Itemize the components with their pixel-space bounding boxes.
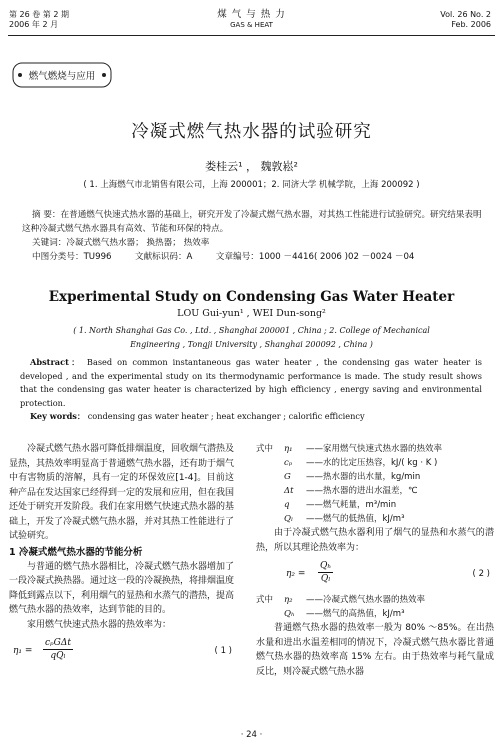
affiliations-cn: ( 1. 上海燃气市北销售有限公司，上海 200001；2. 同济大学 机械学院，上海 200092 ) xyxy=(83,180,420,190)
definition-symbol: G xyxy=(284,472,291,482)
page-number: · 24 · xyxy=(240,730,263,740)
definition-text: ——热水器的出水量，kg/min xyxy=(306,472,421,482)
journal-name xyxy=(0,10,503,30)
efficiency-comparison-paragraph: 普通燃气热水器的热效率一般为 80% ～85%。在出热水量和进出水温差相同的情况下，冷凝式燃气热水器比普通燃气热水器的热效率高 15% 左右。由于热效率与耗气量成反比，则冷凝式燃气热水器 xyxy=(256,623,494,677)
definition-symbol: Qₕ xyxy=(284,609,295,619)
intro-paragraph: 冷凝式燃气热水器可降低排烟温度，回收烟气潜热及显热，其热效率明显高于普通燃气热水器，还有助于烟气中有害物质的溶解，具有一定的环保效应[1-4]。目前这种产品在发达国家已经得到一定的发展和应用，但在我国还处于研究开发阶段。我们在家用燃气快速式热水器的基础上，开发了冷凝式燃气热水器，并对其热工性能进行了试验研究。 xyxy=(9,444,235,541)
definition-row xyxy=(284,470,494,484)
affiliations-en-line2: Engineering , Tongji University , Shanghai 200092 , China ) xyxy=(130,340,373,349)
section-tag xyxy=(12,62,112,88)
equation-1-numerator: cₚGΔt xyxy=(45,638,71,648)
keywords-en-label: Key words： xyxy=(30,411,86,422)
equation-2-lhs: η₂ = xyxy=(286,569,306,579)
document-code: 文献标识码：A xyxy=(134,252,193,262)
keywords-cn-text: 冷凝式燃气热水器； 换热器； 热效率 xyxy=(66,238,210,248)
symbol-definitions-1 xyxy=(256,442,494,526)
definition-text: ——燃气耗量，m³/min xyxy=(306,500,397,510)
section-tag-label: 燃气燃烧与应用 xyxy=(28,71,96,82)
definition-row xyxy=(284,442,494,456)
body-left-column xyxy=(9,442,234,670)
symbol-definitions-2 xyxy=(256,593,494,621)
equation-2-fraction xyxy=(318,560,333,585)
efficiency-intro-paragraph: 家用燃气快速式热水器的热效率为： xyxy=(27,619,172,630)
theoretical-efficiency-paragraph: 由于冷凝式燃气热水器利用了烟气的显热和水蒸气的潜热，所以其理论热效率为： xyxy=(256,528,494,553)
paper-title-en: Experimental Study on Condensing Gas Water Heater xyxy=(48,289,455,305)
journal-name-en: GAS & HEAT xyxy=(230,21,273,29)
equation-1-lhs: η₁ = xyxy=(13,646,33,656)
equation-2-numerator: Qₕ xyxy=(320,561,332,571)
definition-symbol: η₂ xyxy=(284,595,293,605)
definition-text: ——燃气的高热值，kJ/m³ xyxy=(306,609,405,619)
definition-row xyxy=(284,512,494,526)
equation-1-denominator: qQₗ xyxy=(50,651,66,661)
keywords-cn-label: 关键词： xyxy=(32,238,67,248)
equation-2-denominator: Qₗ xyxy=(320,574,331,584)
volume-issue-text: 第 26 卷 第 2 期 xyxy=(9,10,69,19)
where-label-1: 式中 xyxy=(256,444,274,454)
clc-number: 中图分类号：TU996 xyxy=(32,252,112,262)
abstract-cn xyxy=(22,208,482,264)
equation-1-number: ( 1 ) xyxy=(214,646,232,656)
equation-2-number: ( 2 ) xyxy=(472,569,490,579)
body-right-column xyxy=(256,442,494,679)
definition-row xyxy=(284,593,494,607)
definition-symbol: cₚ xyxy=(284,458,293,468)
abstract-en-label: Abstract： xyxy=(30,357,82,367)
definition-text: ——家用燃气快速式热水器的热效率 xyxy=(306,444,443,454)
definition-text: ——水的比定压热容，kJ/( kg · K ) xyxy=(306,458,438,468)
authors-en: LOU Gui-yun¹ , WEI Dun-song² xyxy=(177,308,326,319)
abstract-en xyxy=(20,356,482,424)
definition-symbol: Qₗ xyxy=(284,514,294,524)
volume-issue-en: Vol. 26 No. 2 xyxy=(440,10,491,19)
abstract-cn-text: 在普通燃气快速式热水器的基础上，研究开发了冷凝式燃气热水器，对其热工性能进行试验研究。研究结果表明这种冷凝式燃气热水器具有高效、节能和环保的特点。 xyxy=(22,210,482,234)
definition-symbol: η₁ xyxy=(284,444,293,454)
equation-1 xyxy=(9,634,234,670)
publication-date-cn: 2006 年 2 月 xyxy=(9,20,59,29)
equation-1-fraction xyxy=(43,637,73,662)
section-1-heading: 1 冷凝式燃气热水器的节能分析 xyxy=(9,546,143,558)
journal-volume-en xyxy=(440,10,491,30)
definition-text: ——热水器的进出水温差，℃ xyxy=(306,486,418,496)
definition-symbol: q xyxy=(284,500,290,510)
where-label-2: 式中 xyxy=(256,595,274,605)
authors-cn: 娄桂云¹ ， 魏敦崧² xyxy=(205,160,298,173)
article-number: 文章编号：1000 －4416( 2006 )02 －0024 －04 xyxy=(215,252,415,262)
paper-title-cn: 冷凝式燃气热水器的试验研究 xyxy=(131,122,372,142)
equation-2 xyxy=(256,557,494,593)
header-rule xyxy=(8,35,495,36)
definition-text: ——冷凝式燃气热水器的热效率 xyxy=(306,595,426,605)
affiliations-en-line1: ( 1. North Shanghai Gas Co. , Ltd. , Shanghai 200001 , China ; 2. College of Mechanical xyxy=(73,326,430,335)
definition-row xyxy=(284,607,494,621)
definition-row xyxy=(284,484,494,498)
journal-name-cn: 煤 气 与 热 力 xyxy=(217,9,286,20)
definition-symbol: Δt xyxy=(284,486,294,496)
definition-row xyxy=(284,498,494,512)
section-1-paragraph: 与普通的燃气热水器相比，冷凝式燃气热水器增加了一段冷凝式换热器。通过这一段的冷凝换热，将排烟温度降低到露点以下，利用烟气的显热和水蒸气的潜热，提高燃气热水器的热效率，达到节能的目的。 xyxy=(9,561,235,615)
abstract-cn-label: 摘 要： xyxy=(32,210,61,220)
definition-row xyxy=(284,456,494,470)
publication-date-en: Feb. 2006 xyxy=(451,20,491,29)
definition-text: ——燃气的低热值，kJ/m³ xyxy=(306,514,405,524)
keywords-en-text: condensing gas water heater ; heat exchanger ; calorific efficiency xyxy=(87,411,365,422)
abstract-en-text: Based on common instantaneous gas water heater , the condensing gas water heater is developed , and the experimental study on its thermodynamic performance is made. The study result shows that the condensing gas water heater is characterized by high efficiency , energy saving and environmental protection. xyxy=(20,357,483,408)
